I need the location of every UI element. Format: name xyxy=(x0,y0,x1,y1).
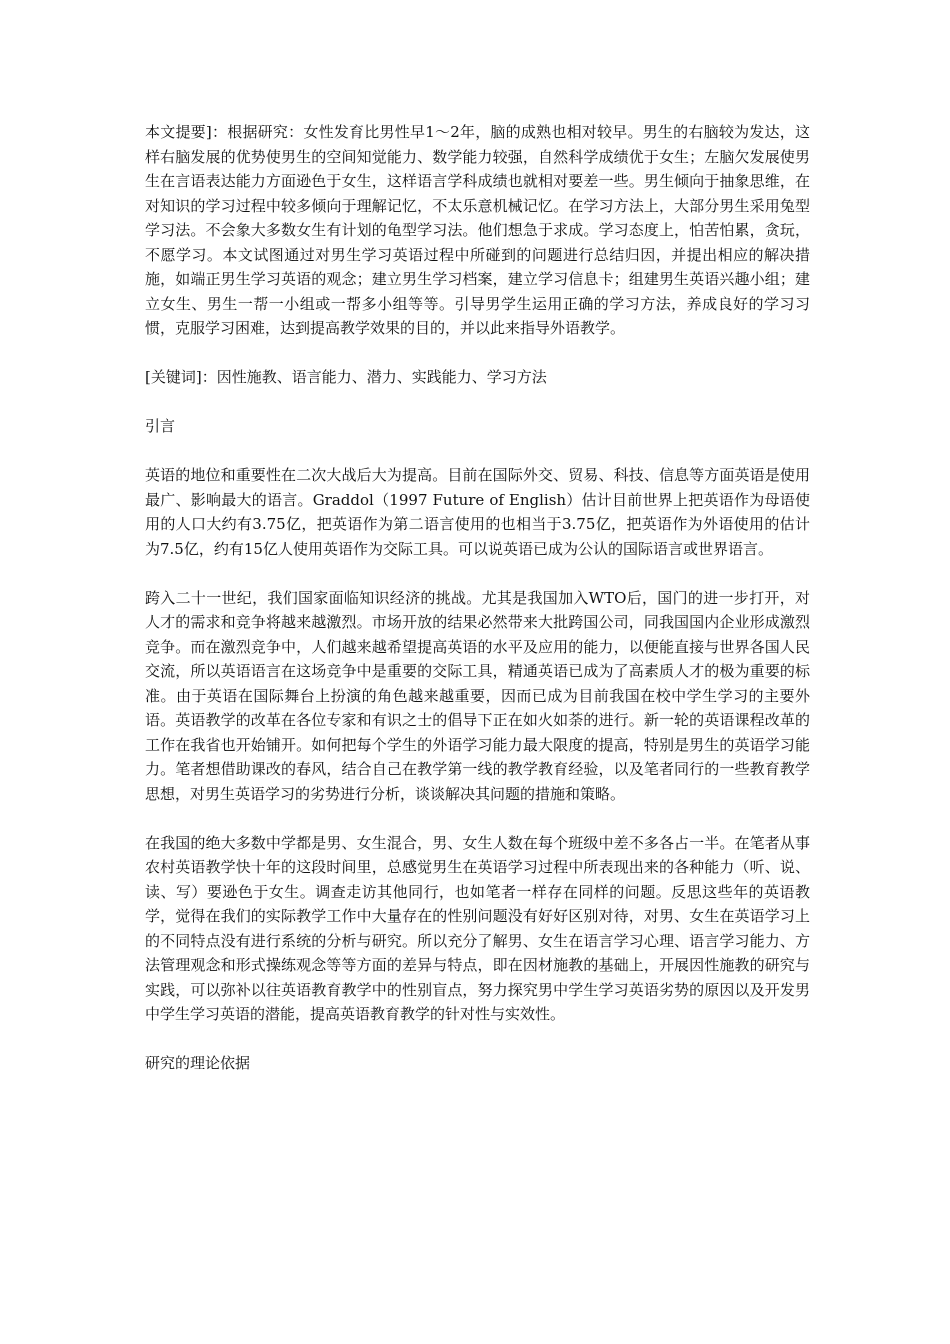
intro-paragraph-2: 跨入二十一世纪，我们国家面临知识经济的挑战。尤其是我国加入WTO后，国门的进一步打开，对人才的需求和竞争将越来越激烈。市场开放的结果必然带来大批跨国公司，同我国国内企业形成激烈竞争。而在激烈竞争中，人们越来越希望提高英语的水平及应用的能力，以便能直接与世界各国人民交流，所以英语语言在这场竞争中是重要的交际工具，精通英语已成为了高素质人才的极为重要的标准。由于英语在国际舞台上扮演的角色越来越重要，因而已成为目前我国在校中学生学习的主要外语。英语教学的改革在各位专家和有识之士的倡导下正在如火如荼的进行。新一轮的英语课程改革的工作在我省也开始铺开。如何把每个学生的外语学习能力最大限度的提高，特别是男生的英语学习能力。笔者想借助课改的春风，结合自己在教学第一线的教学教育经验，以及笔者同行的一些教育教学思想，对男生英语学习的劣势进行分析，谈谈解决其问题的措施和策略。 xyxy=(145,588,810,803)
document-body xyxy=(145,120,810,1100)
intro-paragraph-3: 在我国的绝大多数中学都是男、女生混合，男、女生人数在每个班级中差不多各占一半。在笔者从事农村英语教学快十年的这段时间里，总感觉男生在英语学习过程中所表现出来的各种能力（听、说、读、写）要逊色于女生。调查走访其他同行，也如笔者一样存在同样的问题。反思这些年的英语教学，觉得在我们的实际教学工作中大量存在的性别问题没有好好区别对待，对男、女生在英语学习上的不同特点没有进行系统的分析与研究。所以充分了解男、女生在语言学习心理、语言学习能力、方法管理观念和形式操练观念等等方面的差异与特点，即在因材施教的基础上，开展因性施教的研究与实践，可以弥补以往英语教育教学中的性别盲点，努力探究男中学生学习英语劣势的原因以及开发男中学生学习英语的潜能，提高英语教育教学的针对性与实效性。 xyxy=(145,833,810,1023)
theory-heading: 研究的理论依据 xyxy=(145,1054,251,1072)
abstract-paragraph: 本文提要]：根据研究：女性发育比男性早1～2年，脑的成熟也相对较早。男生的右脑较为发达，这样右脑发展的优势使男生的空间知觉能力、数学能力较强，自然科学成绩优于女生；左脑欠发展使男生在言语表达能力方面逊色于女生，这样语言学科成绩也就相对要差一些。男生倾向于抽象思维，在对知识的学习过程中较多倾向于理解记忆，不太乐意机械记忆。在学习方法上，大部分男生采用兔型学习法。不会象大多数女生有计划的龟型学习法。他们想急于求成。学习态度上，怕苦怕累，贪玩，不愿学习。本文试图通过对男生学习英语过程中所碰到的问题进行总结归因，并提出相应的解决措施，如端正男生学习英语的观念；建立男生学习档案，建立学习信息卡；组建男生英语兴趣小组；建立女生、男生一帮一小组或一帮多小组等等。引导男学生运用正确的学习方法，养成良好的学习习惯，克服学习困难，达到提高教学效果的目的，并以此来指导外语教学。 xyxy=(145,123,810,337)
intro-heading: 引言 xyxy=(145,417,176,435)
intro-paragraph-1: 英语的地位和重要性在二次大战后大为提高。目前在国际外交、贸易、科技、信息等方面英语是使用最广、影响最大的语言。Graddol（1997 Future of English）估计目前世界上把英语作为母语使用的人口大约有3.75亿，把英语作为第二语言使用的也相当于3.75亿，把英语作为外语使用的估计为7.5亿，约有15亿人使用英语作为交际工具。可以说英语已成为公认的国际语言或世界语言。 xyxy=(145,466,810,558)
keywords-line: [关键词]：因性施教、语言能力、潜力、实践能力、学习方法 xyxy=(145,368,547,386)
